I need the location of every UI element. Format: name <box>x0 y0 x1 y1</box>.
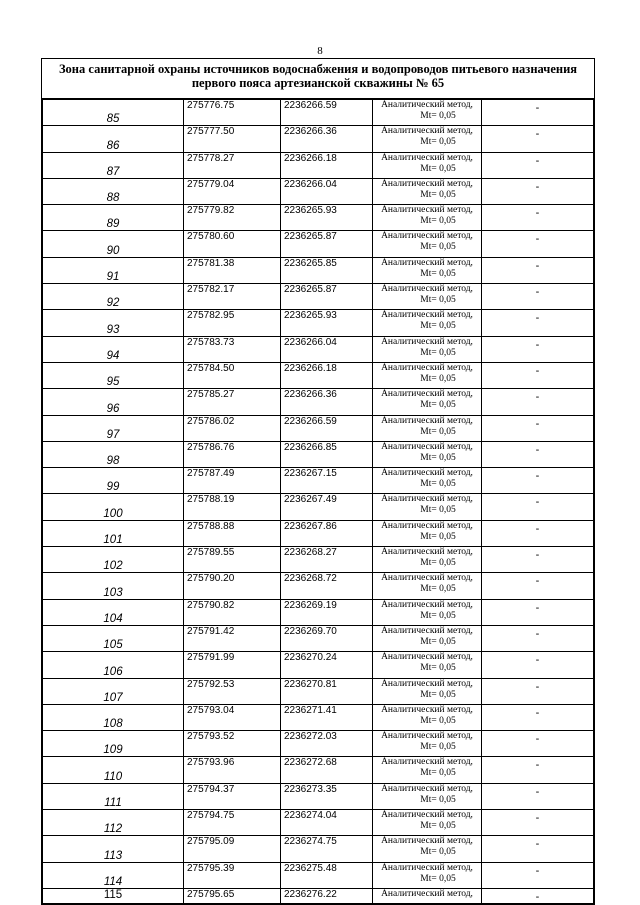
accuracy-label: Mt= 0,05 <box>420 663 456 674</box>
method-label: Аналитический метод, <box>381 310 473 321</box>
table-row <box>43 231 594 257</box>
point-number-cell: 104 <box>43 599 184 625</box>
method-cell <box>373 888 482 903</box>
method-cell <box>373 494 482 520</box>
document-table-container <box>41 58 595 905</box>
point-number-cell: 110 <box>43 757 184 783</box>
point-number-cell: 94 <box>43 336 184 362</box>
description-cell: - <box>482 205 594 231</box>
x-coordinate-cell: 275790.82 <box>184 599 281 625</box>
table-row <box>43 731 594 757</box>
method-label: Аналитический метод, <box>381 704 473 715</box>
y-coordinate-cell: 2236265.87 <box>281 231 373 257</box>
table-row <box>43 152 594 178</box>
method-label: Аналитический метод, <box>381 441 473 452</box>
table-row <box>43 284 594 310</box>
accuracy-label: Mt= 0,05 <box>420 268 456 279</box>
x-coordinate-cell: 275788.19 <box>184 494 281 520</box>
method-label: Аналитический метод, <box>381 783 473 794</box>
y-coordinate-cell: 2236268.27 <box>281 547 373 573</box>
description-cell: - <box>482 284 594 310</box>
y-coordinate-cell: 2236266.59 <box>281 415 373 441</box>
y-coordinate-cell: 2236270.24 <box>281 652 373 678</box>
y-coordinate-cell: 2236272.03 <box>281 731 373 757</box>
table-row <box>43 100 594 126</box>
point-number-cell: 88 <box>43 178 184 204</box>
description-cell: - <box>482 520 594 546</box>
y-coordinate-cell: 2236275.48 <box>281 862 373 888</box>
y-coordinate-cell: 2236274.75 <box>281 836 373 862</box>
point-number-cell: 101 <box>43 520 184 546</box>
table-row <box>43 783 594 809</box>
point-number-cell: 95 <box>43 362 184 388</box>
table-row <box>43 810 594 836</box>
y-coordinate-cell: 2236266.36 <box>281 126 373 152</box>
coordinates-table <box>42 99 594 904</box>
x-coordinate-cell: 275785.27 <box>184 389 281 415</box>
table-row <box>43 494 594 520</box>
point-number-cell: 97 <box>43 415 184 441</box>
method-label: Аналитический метод, <box>381 152 473 163</box>
x-coordinate-cell: 275795.39 <box>184 862 281 888</box>
description-cell: - <box>482 573 594 599</box>
method-label: Аналитический метод, <box>381 468 473 479</box>
x-coordinate-cell: 275793.52 <box>184 731 281 757</box>
x-coordinate-cell: 275778.27 <box>184 152 281 178</box>
method-cell <box>373 441 482 467</box>
accuracy-label: Mt= 0,05 <box>420 295 456 306</box>
description-cell: - <box>482 783 594 809</box>
table-row <box>43 126 594 152</box>
method-label: Аналитический метод, <box>381 520 473 531</box>
accuracy-label: Mt= 0,05 <box>420 347 456 358</box>
description-cell: - <box>482 547 594 573</box>
point-number-cell: 99 <box>43 468 184 494</box>
title-line-2: первого пояса артезианской скважины № 65 <box>191 75 445 90</box>
accuracy-label: Mt= 0,05 <box>420 452 456 463</box>
method-cell <box>373 704 482 730</box>
x-coordinate-cell: 275783.73 <box>184 336 281 362</box>
x-coordinate-cell: 275795.65 <box>184 888 281 903</box>
x-coordinate-cell: 275787.49 <box>184 468 281 494</box>
accuracy-label: Mt= 0,05 <box>420 610 456 621</box>
x-coordinate-cell: 275794.37 <box>184 783 281 809</box>
description-cell: - <box>482 152 594 178</box>
table-row <box>43 862 594 888</box>
x-coordinate-cell: 275786.02 <box>184 415 281 441</box>
method-cell <box>373 678 482 704</box>
description-cell: - <box>482 810 594 836</box>
method-cell <box>373 573 482 599</box>
x-coordinate-cell: 275793.96 <box>184 757 281 783</box>
point-number-cell: 106 <box>43 652 184 678</box>
method-cell <box>373 205 482 231</box>
y-coordinate-cell: 2236269.19 <box>281 599 373 625</box>
x-coordinate-cell: 275786.76 <box>184 441 281 467</box>
accuracy-label: Mt= 0,05 <box>420 400 456 411</box>
description-cell: - <box>482 731 594 757</box>
point-number-cell: 96 <box>43 389 184 415</box>
method-cell <box>373 257 482 283</box>
accuracy-label: Mt= 0,05 <box>420 794 456 805</box>
x-coordinate-cell: 275791.42 <box>184 625 281 651</box>
accuracy-label: Mt= 0,05 <box>420 873 456 884</box>
method-label: Аналитический метод, <box>381 362 473 373</box>
table-row <box>43 205 594 231</box>
table-row <box>43 389 594 415</box>
x-coordinate-cell: 275779.04 <box>184 178 281 204</box>
y-coordinate-cell: 2236276.22 <box>281 888 373 903</box>
method-cell <box>373 862 482 888</box>
y-coordinate-cell: 2236266.36 <box>281 389 373 415</box>
y-coordinate-cell: 2236265.93 <box>281 205 373 231</box>
y-coordinate-cell: 2236265.93 <box>281 310 373 336</box>
table-row <box>43 520 594 546</box>
title-line-1: Зона санитарной охраны источников водоснабжения и водопроводов питьевого назначения <box>58 62 578 76</box>
table-row <box>43 310 594 336</box>
description-cell: - <box>482 362 594 388</box>
description-cell: - <box>482 678 594 704</box>
description-cell: - <box>482 126 594 152</box>
page-number: 8 <box>317 45 323 57</box>
accuracy-label: Mt= 0,05 <box>420 373 456 384</box>
accuracy-label: Mt= 0,05 <box>420 137 456 148</box>
accuracy-label: Mt= 0,05 <box>420 742 456 753</box>
table-row <box>43 625 594 651</box>
accuracy-label: Mt= 0,05 <box>420 479 456 490</box>
accuracy-label: Mt= 0,05 <box>420 847 456 858</box>
accuracy-label: Mt= 0,05 <box>420 531 456 542</box>
point-number-cell: 115 <box>43 888 184 903</box>
description-cell: - <box>482 310 594 336</box>
point-number-cell: 98 <box>43 441 184 467</box>
table-row <box>43 836 594 862</box>
x-coordinate-cell: 275780.60 <box>184 231 281 257</box>
description-cell: - <box>482 836 594 862</box>
method-cell <box>373 836 482 862</box>
table-row <box>43 257 594 283</box>
method-cell <box>373 757 482 783</box>
x-coordinate-cell: 275793.04 <box>184 704 281 730</box>
method-label: Аналитический метод, <box>381 494 473 505</box>
y-coordinate-cell: 2236270.81 <box>281 678 373 704</box>
x-coordinate-cell: 275791.99 <box>184 652 281 678</box>
description-cell: - <box>482 704 594 730</box>
method-label: Аналитический метод, <box>381 599 473 610</box>
accuracy-label: Mt= 0,05 <box>420 689 456 700</box>
table-row <box>43 468 594 494</box>
table-row <box>43 573 594 599</box>
method-label: Аналитический метод, <box>381 757 473 768</box>
method-cell <box>373 362 482 388</box>
point-number-cell: 114 <box>43 862 184 888</box>
method-cell <box>373 810 482 836</box>
x-coordinate-cell: 275790.20 <box>184 573 281 599</box>
method-label: Аналитический метод, <box>381 205 473 216</box>
description-cell: - <box>482 336 594 362</box>
accuracy-label: Mt= 0,05 <box>420 216 456 227</box>
y-coordinate-cell: 2236266.59 <box>281 100 373 126</box>
y-coordinate-cell: 2236266.04 <box>281 336 373 362</box>
method-cell <box>373 547 482 573</box>
description-cell: - <box>482 257 594 283</box>
point-number-cell: 86 <box>43 126 184 152</box>
x-coordinate-cell: 275784.50 <box>184 362 281 388</box>
point-number-cell: 89 <box>43 205 184 231</box>
x-coordinate-cell: 275795.09 <box>184 836 281 862</box>
x-coordinate-cell: 275792.53 <box>184 678 281 704</box>
accuracy-label: Mt= 0,05 <box>420 715 456 726</box>
point-number-cell: 92 <box>43 284 184 310</box>
method-cell <box>373 336 482 362</box>
method-label: Аналитический метод, <box>381 415 473 426</box>
accuracy-label: Mt= 0,05 <box>420 163 456 174</box>
coordinates-table-body <box>43 100 594 904</box>
method-label: Аналитический метод, <box>381 836 473 847</box>
y-coordinate-cell: 2236265.85 <box>281 257 373 283</box>
y-coordinate-cell: 2236272.68 <box>281 757 373 783</box>
method-label: Аналитический метод, <box>381 547 473 558</box>
point-number-cell: 102 <box>43 547 184 573</box>
y-coordinate-cell: 2236266.04 <box>281 178 373 204</box>
method-label: Аналитический метод, <box>381 625 473 636</box>
method-cell <box>373 415 482 441</box>
table-row <box>43 678 594 704</box>
method-label: Аналитический метод, <box>381 389 473 400</box>
method-label: Аналитический метод, <box>381 652 473 663</box>
method-cell <box>373 152 482 178</box>
description-cell: - <box>482 231 594 257</box>
method-cell <box>373 178 482 204</box>
y-coordinate-cell: 2236266.18 <box>281 362 373 388</box>
method-label: Аналитический метод, <box>381 231 473 242</box>
point-number-cell: 111 <box>43 783 184 809</box>
table-row <box>43 652 594 678</box>
x-coordinate-cell: 275777.50 <box>184 126 281 152</box>
method-label: Аналитический метод, <box>381 862 473 873</box>
method-label: Аналитический метод, <box>381 678 473 689</box>
description-cell: - <box>482 625 594 651</box>
y-coordinate-cell: 2236266.85 <box>281 441 373 467</box>
y-coordinate-cell: 2236266.18 <box>281 152 373 178</box>
accuracy-label: Mt= 0,05 <box>420 242 456 253</box>
x-coordinate-cell: 275779.82 <box>184 205 281 231</box>
accuracy-label: Mt= 0,05 <box>420 584 456 595</box>
method-cell <box>373 652 482 678</box>
table-row <box>43 441 594 467</box>
x-coordinate-cell: 275776.75 <box>184 100 281 126</box>
method-cell <box>373 468 482 494</box>
y-coordinate-cell: 2236265.87 <box>281 284 373 310</box>
description-cell: - <box>482 862 594 888</box>
table-row <box>43 547 594 573</box>
table-row <box>43 362 594 388</box>
point-number-cell: 107 <box>43 678 184 704</box>
y-coordinate-cell: 2236269.70 <box>281 625 373 651</box>
accuracy-label: Mt= 0,05 <box>420 636 456 647</box>
accuracy-label: Mt= 0,05 <box>420 505 456 516</box>
description-cell: - <box>482 441 594 467</box>
accuracy-label: Mt= 0,05 <box>420 768 456 779</box>
description-cell: - <box>482 468 594 494</box>
table-row <box>43 336 594 362</box>
accuracy-label: Mt= 0,05 <box>420 111 456 121</box>
method-cell <box>373 783 482 809</box>
x-coordinate-cell: 275794.75 <box>184 810 281 836</box>
point-number-cell: 105 <box>43 625 184 651</box>
description-cell: - <box>482 178 594 204</box>
description-cell: - <box>482 888 594 903</box>
description-cell: - <box>482 494 594 520</box>
method-label: Аналитический метод, <box>381 257 473 268</box>
table-row <box>43 888 594 903</box>
method-cell <box>373 625 482 651</box>
point-number-cell: 85 <box>43 100 184 126</box>
point-number-cell: 112 <box>43 810 184 836</box>
point-number-cell: 100 <box>43 494 184 520</box>
method-label: Аналитический метод, <box>381 126 473 137</box>
description-cell: - <box>482 757 594 783</box>
point-number-cell: 108 <box>43 704 184 730</box>
method-cell <box>373 310 482 336</box>
method-cell <box>373 231 482 257</box>
y-coordinate-cell: 2236267.86 <box>281 520 373 546</box>
accuracy-label: Mt= 0,05 <box>420 426 456 437</box>
x-coordinate-cell: 275782.95 <box>184 310 281 336</box>
point-number-cell: 93 <box>43 310 184 336</box>
method-label: Аналитический метод, <box>381 336 473 347</box>
method-label: Аналитический метод, <box>381 178 473 189</box>
method-cell <box>373 284 482 310</box>
description-cell: - <box>482 415 594 441</box>
method-cell <box>373 599 482 625</box>
method-cell <box>373 389 482 415</box>
method-label: Аналитический метод, <box>381 573 473 584</box>
table-row <box>43 704 594 730</box>
point-number-cell: 91 <box>43 257 184 283</box>
method-label: Аналитический метод, <box>381 731 473 742</box>
y-coordinate-cell: 2236273.35 <box>281 783 373 809</box>
accuracy-label: Mt= 0,05 <box>420 321 456 332</box>
accuracy-label: Mt= 0,05 <box>420 189 456 200</box>
x-coordinate-cell: 275782.17 <box>184 284 281 310</box>
table-row <box>43 599 594 625</box>
y-coordinate-cell: 2236268.72 <box>281 573 373 599</box>
x-coordinate-cell: 275781.38 <box>184 257 281 283</box>
y-coordinate-cell: 2236267.49 <box>281 494 373 520</box>
point-number-cell: 103 <box>43 573 184 599</box>
y-coordinate-cell: 2236267.15 <box>281 468 373 494</box>
x-coordinate-cell: 275788.88 <box>184 520 281 546</box>
table-title <box>42 59 594 99</box>
point-number-cell: 109 <box>43 731 184 757</box>
method-cell <box>373 731 482 757</box>
accuracy-label: Mt= 0,05 <box>420 558 456 569</box>
description-cell: - <box>482 599 594 625</box>
table-row <box>43 178 594 204</box>
accuracy-label: Mt= 0,05 <box>420 821 456 832</box>
method-cell <box>373 520 482 546</box>
description-cell: - <box>482 652 594 678</box>
description-cell: - <box>482 389 594 415</box>
table-row <box>43 415 594 441</box>
method-label: Аналитический метод, <box>381 284 473 295</box>
x-coordinate-cell: 275789.55 <box>184 547 281 573</box>
method-label: Аналитический метод, <box>381 810 473 821</box>
method-label: Аналитический метод, <box>381 888 473 899</box>
y-coordinate-cell: 2236271.41 <box>281 704 373 730</box>
method-cell <box>373 126 482 152</box>
y-coordinate-cell: 2236274.04 <box>281 810 373 836</box>
point-number-cell: 90 <box>43 231 184 257</box>
point-number-cell: 87 <box>43 152 184 178</box>
method-cell <box>373 100 482 126</box>
point-number-cell: 113 <box>43 836 184 862</box>
table-row <box>43 757 594 783</box>
method-label: Аналитический метод, <box>381 100 473 110</box>
description-cell: - <box>482 100 594 126</box>
